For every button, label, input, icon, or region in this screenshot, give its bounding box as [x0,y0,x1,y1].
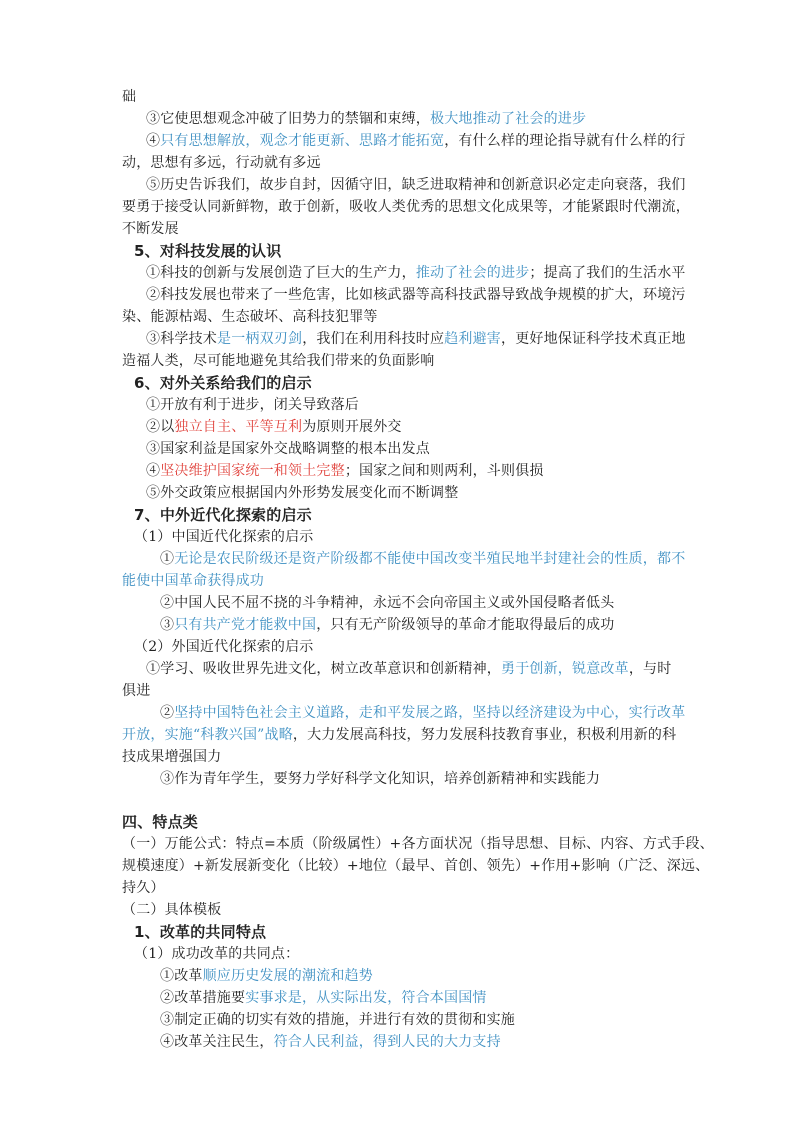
body-text: 为原则开展外交 [302,419,402,435]
body-text: ，有什么样的理论指导就有什么样的行 [444,133,686,149]
section-heading [134,373,312,393]
text-line [122,681,150,701]
text-line [122,856,709,876]
text-line [122,878,165,898]
text-line [146,263,686,283]
body-text: 染、能源枯竭、生态破坏、高科技犯罪等 [122,309,378,325]
text-line [122,197,690,217]
text-line [160,1010,515,1030]
text-line [160,966,373,986]
body-text: 5、对科技发展的认识 [134,242,282,260]
text-line [160,988,487,1008]
body-text: ；国家之间和则两利，斗则俱损 [344,463,544,479]
section-heading [134,505,312,525]
highlighted-text: 开放，实施“科教兴国”战略 [122,727,293,743]
text-line [134,637,314,657]
body-text: ①开放有利于进步，闭关导致落后 [146,397,359,413]
body-text: ④改革关注民生， [160,1034,274,1050]
text-line [146,329,686,349]
text-line [146,483,458,503]
text-line [146,439,430,459]
body-text: 6、对外关系给我们的启示 [134,374,312,392]
body-text: ；提高了我们的生活水平 [529,265,686,281]
text-line [122,571,264,591]
body-text: 技成果增强国力 [122,749,222,765]
body-text: ，我们在利用科技时应 [302,331,445,347]
highlighted-text: 顺应历史发展的潮流和趋势 [202,968,374,984]
highlighted-text: 是一柄双刃剑 [217,331,303,347]
highlighted-text: 独立自主、平等互利 [174,419,303,435]
text-line [160,549,685,569]
body-text: ，只有无产阶级领导的革命才能取得最后的成功 [316,617,615,633]
body-text: （二）具体模板 [122,902,222,918]
highlighted-text: 只有思想解放，观念才能更新、思路才能拓宽 [160,133,445,149]
body-text: 要勇于接受认同新鲜物，敢于创新，吸收人类优秀的思想文化成果等，才能紧跟时代潮流， [122,199,690,215]
body-text: ，大力发展高科技，努力发展科技教育事业，积极利用新的科 [292,727,677,743]
body-text: ③ [160,617,175,633]
text-line [146,461,544,481]
body-text: ②以 [146,419,175,435]
body-text: 础 [122,89,137,105]
body-text: ③国家利益是国家外交战略调整的根本出发点 [146,441,430,457]
section-heading [122,812,198,832]
body-text: 四、特点类 [122,813,199,831]
text-line [134,944,299,964]
body-text: ①学习、吸收世界先进文化，树立改革意识和创新精神， [146,661,501,677]
body-text: ①科技的创新与发展创造了巨大的生产力， [146,265,416,281]
section-heading [134,922,266,942]
text-line [122,87,136,107]
body-text: ⑤外交政策应根据国内外形势发展变化而不断调整 [146,485,459,501]
highlighted-text: 坚决维护国家统一和领土完整 [160,463,345,479]
body-text: ④ [146,463,161,479]
highlighted-text: 趋利避害 [444,331,502,347]
body-text: ① [160,551,175,567]
section-heading [134,241,281,261]
highlighted-text: 能使中国革命获得成功 [122,573,264,589]
body-text: ，与时 [628,661,672,677]
body-text: ②中国人民不屈不挠的斗争精神，永远不会向帝国主义或外国侵略者低头 [160,595,615,611]
text-line [122,834,714,854]
body-text: （一）万能公式：特点=本质（阶级属性）+各方面状况（指导思想、目标、内容、方式手段、 [122,836,714,852]
text-line [146,109,586,129]
highlighted-text: 符合人民利益，得到人民的大力支持 [273,1034,501,1050]
body-text: ② [160,705,175,721]
text-line [160,593,614,613]
body-text: 规模速度）+新发展新变化（比较）+地位（最早、首创、领先）+作用+影响（广泛、深远、 [122,858,710,874]
body-text: （1）成功改革的共同点： [134,946,300,962]
text-line [134,527,314,547]
body-text: 俱进 [122,683,151,699]
text-line [146,395,359,415]
text-line [146,131,686,151]
text-line [122,747,221,767]
highlighted-text: 推动了社会的进步 [415,265,530,281]
text-line [122,900,221,920]
text-line [122,219,179,239]
body-text: ②改革措施要 [160,990,246,1006]
body-text: ③作为青年学生，要努力学好科学文化知识，培养创新精神和实践能力 [160,771,601,787]
text-line [160,703,685,723]
highlighted-text: 实事求是，从实际出发，符合本国国情 [245,990,487,1006]
body-text: ③科学技术 [146,331,217,347]
text-line [122,351,434,371]
body-text: （2）外国近代化探索的启示 [134,639,314,655]
highlighted-text: 坚持中国特色社会主义道路，走和平发展之路，坚持以经济建设为中心，实行改革 [174,705,686,721]
body-text: 7、中外近代化探索的启示 [134,506,312,524]
body-text: 1、改革的共同特点 [134,923,267,941]
highlighted-text: 极大地推动了社会的进步 [430,111,587,127]
text-line [146,417,402,437]
text-line [122,307,378,327]
text-line [146,285,686,305]
body-text: ④ [146,133,161,149]
body-text: ②科技发展也带来了一些危害，比如核武器等高科技武器导致战争规模的扩大，环境污 [146,287,686,303]
text-line [146,175,686,195]
highlighted-text: 无论是农民阶级还是资产阶级都不能使中国改变半殖民地半封建社会的性质，都不 [174,551,686,567]
body-text: ①改革 [160,968,203,984]
body-text: 动，思想有多远，行动就有多远 [122,155,321,171]
body-text: 造福人类，尽可能地避免其给我们带来的负面影响 [122,353,435,369]
text-line [160,769,600,789]
body-text: 持久） [122,880,165,896]
body-text: （1）中国近代化探索的启示 [134,529,314,545]
text-line [160,615,614,635]
body-text: ，更好地保证科学技术真正地 [501,331,686,347]
body-text: ③制定正确的切实有效的措施，并进行有效的贯彻和实施 [160,1012,515,1028]
text-line [146,659,671,679]
body-text: 不断发展 [122,221,179,237]
text-line [122,153,321,173]
highlighted-text: 勇于创新，锐意改革 [501,661,629,677]
text-line [122,725,676,745]
body-text: ③它使思想观念冲破了旧势力的禁锢和束缚， [146,111,430,127]
highlighted-text: 只有共产党才能救中国 [174,617,317,633]
text-line [160,1032,501,1052]
body-text: ⑤历史告诉我们，故步自封，因循守旧，缺乏进取精神和创新意识必定走向衰落，我们 [146,177,686,193]
